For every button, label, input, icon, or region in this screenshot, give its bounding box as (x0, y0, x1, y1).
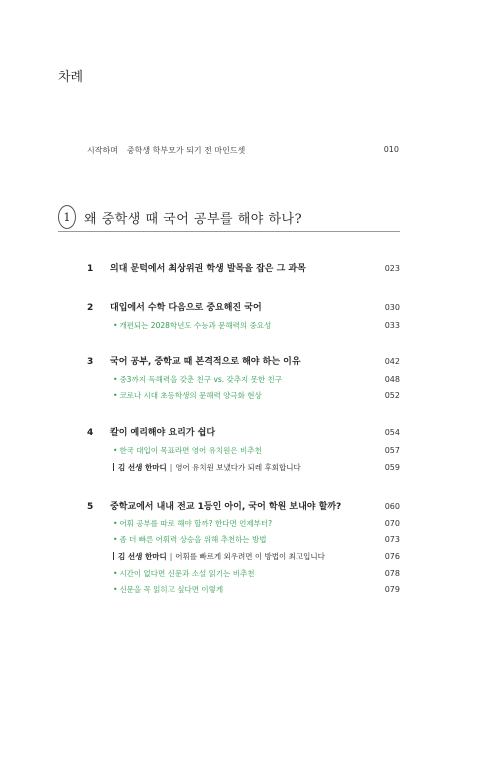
separator: | (169, 463, 173, 472)
subsection-page: 052 (384, 391, 400, 400)
toc-chapter-3[interactable] (87, 354, 400, 367)
toc-chapter-4[interactable] (87, 425, 400, 438)
bullet-icon: • (113, 519, 118, 528)
toc-subsection[interactable] (113, 445, 400, 456)
part-title: 왜 중학생 때 국어 공부를 해야 하나? (84, 211, 303, 227)
toc-subsection[interactable] (113, 320, 400, 331)
toc-subsection[interactable] (113, 568, 400, 579)
intro-text (87, 145, 245, 156)
toc-chapter-1[interactable] (87, 261, 400, 274)
chapter-title: 칼이 예리해야 요리가 쉽다 (110, 428, 216, 438)
bullet-icon: • (113, 321, 118, 330)
chapter-page: 042 (384, 357, 400, 366)
subsection-title: 중3까지 독해력을 갖춘 친구 vs. 갖추지 못한 친구 (119, 375, 283, 384)
chapter-page: 030 (384, 303, 400, 312)
toc-teacher-note[interactable] (113, 462, 400, 473)
subsection-page: 033 (384, 321, 400, 330)
chapter-title: 대입에서 수학 다음으로 중요해진 국어 (110, 303, 262, 313)
note-tag: 김 선생 한마디 (118, 552, 167, 561)
bullet-icon: • (113, 585, 118, 594)
intro-title: 중학생 학부모가 되기 전 마인드셋 (126, 146, 246, 155)
toc-subsection[interactable] (113, 584, 400, 595)
chapter-number: 1 (87, 264, 94, 274)
bar-mark (113, 552, 114, 560)
bullet-icon: • (113, 535, 118, 544)
part-heading (58, 205, 302, 229)
toc-chapter-5[interactable] (87, 499, 400, 512)
toc-subsection[interactable] (113, 390, 400, 401)
subsection-title: 코로나 시대 초등학생의 문해력 양극화 현상 (119, 391, 262, 400)
subsection-title: 신문을 꼭 읽히고 싶다면 이렇게 (119, 585, 224, 594)
note-title: 영어 유치원 보냈다가 되레 후회합니다 (175, 463, 301, 472)
subsection-title: 좀 더 빠른 어휘력 상승을 위해 추천하는 방법 (119, 535, 267, 544)
note-tag: 김 선생 한마디 (118, 463, 167, 472)
subsection-title: 시간이 없다면 신문과 소설 읽기는 비추천 (119, 569, 255, 578)
subsection-page: 078 (384, 569, 400, 578)
intro-page: 010 (383, 145, 399, 154)
chapter-page: 054 (384, 428, 400, 437)
note-page: 059 (384, 463, 400, 472)
toc-subsection[interactable] (113, 374, 400, 385)
chapter-title: 국어 공부, 중학교 때 본격적으로 해야 하는 이유 (110, 357, 301, 367)
page-title: 차례 (58, 70, 84, 85)
part-number: 1 (58, 205, 76, 229)
chapter-number: 3 (87, 357, 94, 367)
intro-label: 시작하며 (87, 146, 118, 155)
subsection-title: 어휘 공부를 따로 해야 할까? 한다면 언제부터? (119, 519, 273, 528)
subsection-page: 070 (384, 519, 400, 528)
chapter-number: 5 (87, 502, 94, 512)
chapter-title: 의대 문턱에서 최상위권 학생 발목을 잡은 그 과목 (110, 264, 306, 274)
chapter-number: 2 (87, 303, 94, 313)
bullet-icon: • (113, 391, 118, 400)
chapter-page: 060 (384, 502, 400, 511)
subsection-page: 073 (384, 535, 400, 544)
toc-chapter-2[interactable] (87, 300, 400, 313)
subsection-page: 057 (384, 446, 400, 455)
note-page: 076 (384, 552, 400, 561)
subsection-title: 한국 대입이 목표라면 영어 유치원은 비추천 (119, 446, 262, 455)
bullet-icon: • (113, 375, 118, 384)
bullet-icon: • (113, 446, 118, 455)
intro-entry[interactable] (87, 145, 399, 156)
subsection-page: 048 (384, 375, 400, 384)
subsection-page: 079 (384, 585, 400, 594)
subsection-title: 개편되는 2028학년도 수능과 문해력의 중요성 (119, 321, 272, 330)
separator: | (169, 552, 173, 561)
part-divider (58, 231, 400, 232)
chapter-page: 023 (384, 264, 400, 273)
toc-subsection[interactable] (113, 534, 400, 545)
toc-subsection[interactable] (113, 518, 400, 529)
chapter-title: 중학교에서 내내 전교 1등인 아이, 국어 학원 보내야 할까? (110, 502, 342, 512)
chapter-number: 4 (87, 428, 94, 438)
bullet-icon: • (113, 569, 118, 578)
toc-teacher-note[interactable] (113, 551, 400, 562)
note-title: 어휘를 빠르게 외우려면 이 방법이 최고입니다 (175, 552, 325, 561)
bar-mark (113, 463, 114, 471)
